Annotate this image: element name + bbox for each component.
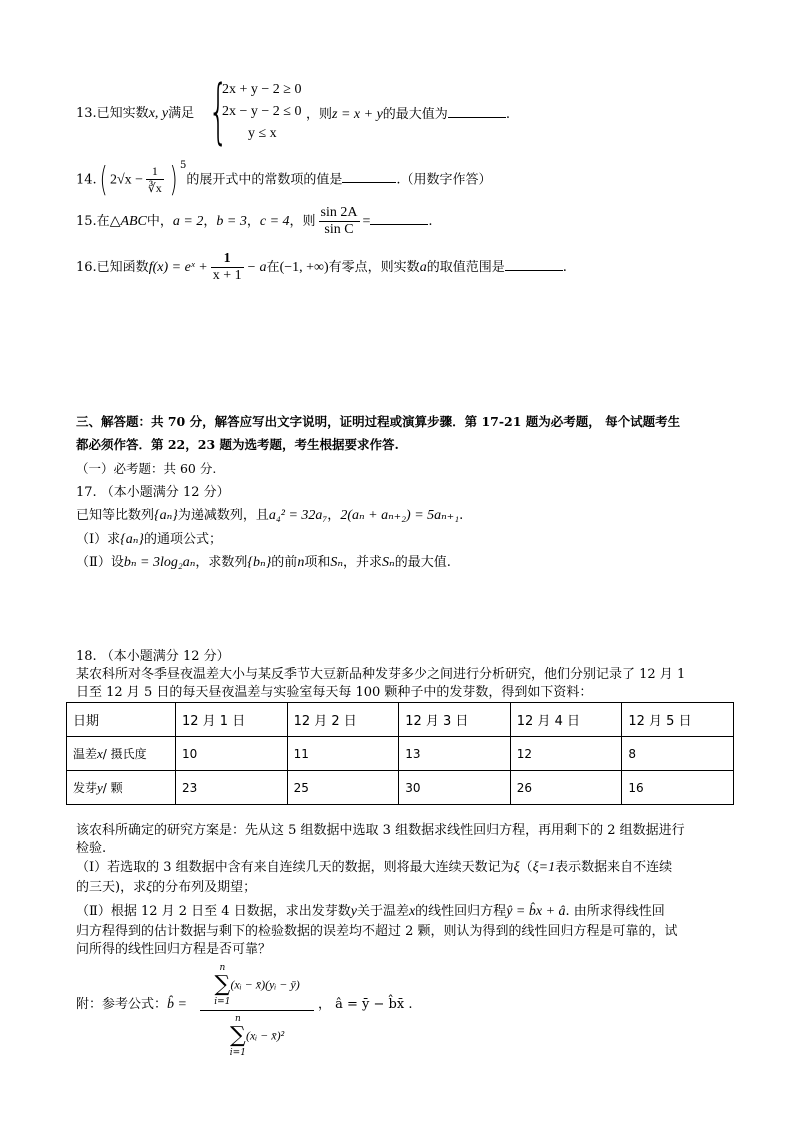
q15-then: ，则: [289, 214, 316, 229]
q15-c: c = 4: [259, 214, 290, 229]
q17-stmt-a: 已知等比数列: [76, 508, 155, 523]
q17-title: 17. （本小题满分 12 分）: [76, 485, 230, 500]
q14-end: .（用数字作答）: [396, 172, 492, 188]
q17-bn-def: bₙ = 3log₂aₙ: [123, 555, 196, 570]
q13-tail: [306, 105, 510, 124]
q18-intro2: 日至 12 月 5 日的每天昼夜温差与实验室每天每 100 颗种子中的发芽数，得到如下资料：: [76, 685, 593, 700]
q15-frac-den: sin C: [324, 222, 354, 237]
sum-top-limit: n: [219, 963, 226, 973]
q13-brace: {: [208, 70, 229, 152]
q13-end: .: [505, 107, 510, 122]
q16-answer-blank[interactable]: [505, 258, 563, 271]
q18-xi: ξ: [513, 860, 520, 875]
formula-denom: (xᵢ − x̄)²: [245, 1028, 285, 1043]
row1-label-a: 温差: [73, 747, 98, 761]
q13-prefix: 13.已知实数: [76, 106, 149, 121]
q17-an: {aₙ}: [154, 508, 178, 523]
table-cell: 8: [622, 737, 734, 771]
q13-answer-blank[interactable]: [448, 105, 506, 118]
q13-ineq-2: 2x − y − 2 ≤ 0: [222, 104, 302, 119]
q18-part2-line1: [76, 903, 665, 921]
q17-cond2: 2(aₙ + aₙ₊₂) = 5aₙ₊₁: [340, 508, 460, 523]
q18-title: 18. （本小题满分 12 分）: [76, 649, 230, 664]
q15-line: [76, 204, 433, 240]
q17-part2-b: ，求数列: [195, 555, 248, 570]
q17-part2-d: 项和: [304, 555, 331, 570]
q18-p1-b: （: [519, 860, 533, 875]
q14-line: [76, 158, 492, 198]
q18-xi-eq: ξ=1: [532, 860, 556, 875]
q17-part2-f: 的最大值.: [394, 555, 451, 570]
table-row: [67, 771, 734, 805]
q13-mid: 满足: [168, 106, 195, 121]
q15-b: b = 3: [216, 214, 247, 229]
q18-part1-line1: [76, 859, 672, 877]
q15-frac: [319, 205, 360, 238]
q15-prefix: 15.在: [76, 214, 110, 229]
q14-num: 14.: [76, 172, 97, 188]
q18-p2-a: （Ⅱ）根据 12 月 2 日至 4 日数据，求出发芽数: [76, 904, 351, 919]
q13-system: [222, 79, 301, 145]
table-row-label: [67, 737, 176, 771]
q18-p1-e: 的分布列及期望；: [152, 880, 257, 895]
q16-zero: 有零点，则实数: [328, 260, 420, 275]
table-header-cell: 12 月 3 日: [399, 703, 511, 737]
table-cell: 26: [510, 771, 622, 805]
q14-power: 5: [179, 160, 187, 171]
q15-triangle: △ABC: [109, 214, 147, 229]
q13-line: [76, 105, 194, 123]
table-cell: 13: [399, 737, 511, 771]
table-header-row: [67, 703, 734, 737]
q17-part1-an: {aₙ}: [120, 532, 145, 547]
q17-part1-b: 的通项公式；: [144, 532, 223, 547]
q18-bhat: b̂ =: [167, 997, 187, 1012]
q14-inner: 2√x −: [109, 172, 144, 188]
q14-lparen: (: [99, 159, 108, 200]
formula-numer: (xᵢ − x̄)(yᵢ − ȳ): [230, 977, 300, 992]
q18-ref: 附：参考公式：: [76, 997, 168, 1012]
q17-n: n: [297, 555, 305, 570]
q17-end: .: [459, 508, 464, 523]
q18-ahat: ， â = ȳ − b̂x̄ .: [318, 997, 413, 1012]
q18-p2-d: . 由所求得线性回: [565, 904, 665, 919]
q16-end: .: [562, 260, 567, 275]
q18-xi-2: ξ: [146, 880, 153, 895]
table-cell: 11: [287, 737, 399, 771]
section3-line1: 三、解答题：共 70 分，解答应写出文字说明，证明过程或演算步骤．第 17-21 题为必考题， 每个试题考生: [76, 414, 681, 429]
q15-a: a = 2: [172, 214, 204, 229]
q16-line: [76, 250, 567, 286]
table-cell: 16: [622, 771, 734, 805]
q14-rparen: ): [169, 159, 178, 200]
q18-p2-y: y: [350, 904, 357, 919]
table-cell: 10: [176, 737, 288, 771]
formula-numerator: [200, 962, 314, 1011]
q13-expr: z = x + y: [332, 107, 383, 122]
table-cell: 25: [287, 771, 399, 805]
sum-top-limit-2: n: [234, 1014, 241, 1024]
q16-tail: − a: [246, 260, 267, 275]
q17-part1: [76, 531, 222, 549]
q17-part2-c: 的前: [271, 555, 298, 570]
sum-symbol-bottom: n ∑ i=1: [229, 1014, 246, 1058]
q16-a: a: [419, 260, 427, 275]
q14-frac: [146, 163, 164, 196]
sum-bot-limit-2: i=1: [229, 1048, 246, 1058]
formula-fraction: [200, 962, 314, 1059]
table-header-cell: 12 月 1 日: [176, 703, 288, 737]
formula-denominator: [200, 1011, 314, 1059]
q16-frac-den: x + 1: [212, 268, 242, 283]
q14-answer-blank[interactable]: [342, 170, 396, 183]
q16-fx: f(x) = eˣ +: [148, 260, 208, 275]
q18-plan2: 检验.: [76, 841, 107, 856]
q18-p2-x: x: [408, 904, 416, 919]
row2-var: y: [97, 780, 103, 795]
q13-suffix: 的最大值为: [382, 107, 448, 122]
table-header-cell: 日期: [67, 703, 176, 737]
q17-cond1: a₄² = 32a₇: [268, 508, 328, 523]
q16-prefix: 16.已知函数: [76, 260, 149, 275]
section3-line2: 都必须作答．第 22，23 题为选考题，考生根据要求作答.: [76, 437, 399, 452]
q18-ref-label: [76, 996, 187, 1014]
table-row-label: [67, 771, 176, 805]
q13-vars: x, y: [148, 106, 169, 121]
q13-ineq-3: y ≤ x: [248, 126, 277, 141]
q17-sep: ，: [327, 508, 341, 523]
table-cell: 12: [510, 737, 622, 771]
q15-eq: =: [362, 214, 371, 229]
row1-label-b: / 摄氏度: [102, 747, 147, 761]
table-cell: 30: [399, 771, 511, 805]
q15-frac-num: sin 2A: [320, 205, 358, 220]
q16-frac-num: 1: [211, 251, 244, 268]
q17-statement: [76, 507, 463, 525]
q17-sn-2: Sₙ: [382, 555, 395, 570]
table-cell: 23: [176, 771, 288, 805]
q15-sep1: ，: [203, 214, 217, 229]
q18-intro1: 某农科所对冬季昼夜温差大小与某反季节大豆新品种发芽多少之间进行分析研究，他们分别记录了 12 月 1: [76, 667, 686, 682]
q18-data-table: [66, 702, 734, 805]
row2-label-b: / 颗: [102, 781, 123, 795]
q16-in: 在: [266, 260, 280, 275]
table-header-cell: 12 月 2 日: [287, 703, 399, 737]
q18-plan1: 该农科所确定的研究方案是：先从这 5 组数据中选取 3 组数据求线性回归方程，再用剩下的 2 组数据进行: [76, 823, 685, 838]
q17-bn: {bₙ}: [247, 555, 272, 570]
sum-symbol-top: n ∑ i=1: [214, 963, 231, 1007]
q15-answer-blank[interactable]: [370, 212, 428, 225]
q18-p2-eq: ŷ = b̂x + â: [506, 904, 566, 919]
q13-after: ，则: [306, 107, 333, 122]
q14-frac-den: ∛x: [148, 181, 162, 196]
q14-frac-num: 1: [146, 163, 164, 180]
q17-stmt-b: 为递减数列，且: [177, 508, 269, 523]
q15-end: .: [428, 214, 433, 229]
q18-p2-c: 的线性回归方程: [415, 904, 507, 919]
q13-ineq-1: 2x + y − 2 ≥ 0: [222, 82, 302, 97]
sum-bot-limit: i=1: [214, 997, 231, 1007]
q15-sep2: ，: [246, 214, 260, 229]
q16-interval: (−1, +∞): [279, 260, 329, 275]
q15-mid: 中，: [146, 214, 173, 229]
q16-frac: [211, 251, 244, 284]
q17-part2: [76, 554, 451, 572]
q18-part2-line2: 归方程得到的估计数据与剩下的检验数据的误差均不超过 2 颗，则认为得到的线性回归方程是可靠的，试: [76, 924, 678, 939]
row2-label-a: 发芽: [73, 781, 98, 795]
q18-p1-a: （Ⅰ）若选取的 3 组数据中含有来自连续几天的数据，则将最大连续天数记为: [76, 860, 514, 875]
q18-p1-c: 表示数据来自不连续: [555, 860, 673, 875]
q18-part2-line3: 问所得的线性回归方程是否可靠？: [76, 942, 272, 957]
row1-var: x: [97, 746, 103, 761]
q14-text: 的展开式中的常数项的值是: [186, 172, 343, 188]
q17-part2-a: （Ⅱ）设: [76, 555, 124, 570]
q18-p2-b: 关于温差: [356, 904, 409, 919]
q17-sn: Sₙ: [330, 555, 344, 570]
q16-range: 的取值范围是: [426, 260, 505, 275]
section3-line3: （一）必考题：共 60 分.: [76, 461, 217, 476]
table-row: [67, 737, 734, 771]
q18-part1-line2: [76, 879, 256, 897]
q18-p1-d: 的三天)，求: [76, 880, 147, 895]
table-header-cell: 12 月 4 日: [510, 703, 622, 737]
q17-part2-e: ，并求: [343, 555, 383, 570]
q17-part1-a: （Ⅰ）求: [76, 532, 121, 547]
table-header-cell: 12 月 5 日: [622, 703, 734, 737]
